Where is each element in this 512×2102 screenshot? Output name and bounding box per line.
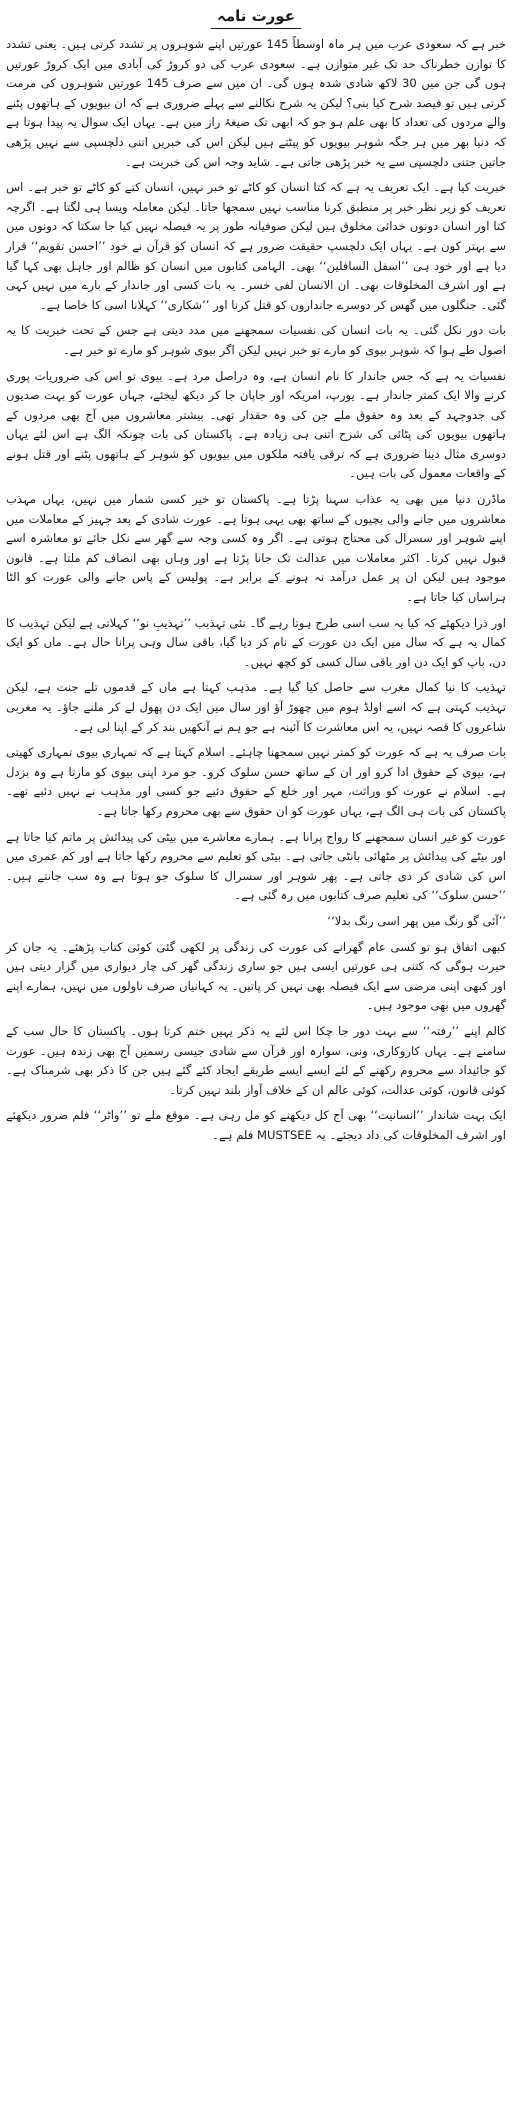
paragraph: کبھی اتفاق ہو تو کسی عام گھرانے کی عورت کی زندگی پر لکھی گئی کوئی کتاب پڑھئے۔ یہ جان کر حیرت ہوگی کہ کتنی ہی عورتیں ایسی ہیں جو ساری زندگی گھر کی چار دیواری میں گزار دیتی ہیں اور کبھی اپنی مرضی سے ایک فیصلہ بھی نہیں کر پاتیں۔ یہ کہانیاں صرف ناولوں میں نہیں، ہمارے اپنے گھروں میں بھی موجود ہیں۔ — [6, 939, 506, 1013]
article-body — [6, 35, 506, 1145]
paragraph: کالم اپنے ’’رفتہ‘‘ سے بہت دور جا چکا اس لئے یہ ذکر یہیں ختم کرتا ہوں۔ پاکستان کا حال سب کے سامنے ہے۔ یہاں کاروکاری، ونی، سوارہ اور قرآن سے شادی جیسی رسمیں آج بھی زندہ ہیں۔ عورت کو جائیداد سے محروم رکھنے کے لئے ایسے ایسے طریقے ایجاد کئے گئے ہیں جن کا ذکر بھی شرمناک ہے۔ کوئی قانون، کوئی عدالت، کوئی عالم ان کے خلاف آواز بلند نہیں کرتا۔ — [6, 1023, 506, 1097]
paragraph: بات صرف یہ ہے کہ عورت کو کمتر نہیں سمجھنا چاہئے۔ اسلام کہتا ہے کہ تمہاری بیوی تمہاری کھیتی ہے، بیوی کے حقوق ادا کرو اور ان کے ساتھ حسن سلوک کرو۔ جو مرد اپنی بیوی کو مارتا ہے وہ بزدل ہے۔ اسلام نے عورت کو وراثت، مہر اور خلع کے حقوق دئیے جو کسی اور مذہب نے نہیں دئیے تھے۔ پاکستان کی بات ہی الگ ہے، یہاں عورت کو ان حقوق سے بھی محروم رکھا جاتا ہے۔ — [6, 745, 506, 818]
paragraph: خبریت کیا ہے۔ ایک تعریف یہ ہے کہ کتا انسان کو کاٹے تو خبر نہیں، انسان کتے کو کاٹے تو خبر ہے۔ اس تعریف کو زیر نظر خبر پر منطبق کرنا مناسب نہیں سمجھا جاتا۔ لیکن معاملہ ویسا ہی لگتا ہے۔ اگرچہ کتا اور انسان دونوں خدائی مخلوق ہیں لیکن صوفیانہ طور پر یہ فیصلہ نہیں کیا جا سکتا کہ دونوں میں سے بہتر کون ہے۔ یہاں ایک دلچسپ حقیقت ضرور ہے کہ انسان کو قرآن نے خود ’’احسن تقویم‘‘ قرار دیا ہے اور خود ہی ’’اسفل السافلین‘‘ بھی۔ الہامی کتابوں میں انسان کو ظالم اور جاہل بھی کہا گیا ہے اور اشرف المخلوقات بھی۔ ان الانسان لفی خسر۔ یہ بات کسی اور جاندار کے بارے میں نہیں کہی گئی۔ جنگلوں میں گھس کر دوسرے جانداروں کو قتل کرنا اور ’’شکاری‘‘ کہلانا اسی کا خاصا ہے۔ — [6, 180, 506, 312]
paragraph: بات دور نکل گئی۔ یہ بات انسان کی نفسیات سمجھنے میں مدد دیتی ہے جس کے تحت خبریت کا یہ اصول طے ہوا کہ شوہر بیوی کو مارے تو خبر نہیں لیکن اگر بیوی شوہر کو مارے تو خبر ہے۔ — [6, 323, 506, 357]
paragraph: ماڈرن دنیا میں بھی یہ عذاب سہنا پڑتا ہے۔ پاکستان تو خیر کسی شمار میں نہیں، یہاں مہذب معاشروں میں جانے والی بچیوں کے ساتھ بھی یہی ہوتا ہے۔ عورت شادی کے بعد جہیز کے معاملات میں اپنے شوہر اور سسرال کی محتاج ہوتی ہے۔ اگر وہ کسی وجہ سے گھر سے نکل جائے تو معاشرہ اسے قبول نہیں کرتا۔ اکثر معاملات میں عدالت تک جانا پڑتا ہے اور وہاں بھی انصاف کم ملتا ہے۔ قانون موجود ہیں لیکن ان پر عمل درآمد نہ ہونے کے برابر ہے۔ پولیس کے پاس جانے والی عورت کو الٹا ہراساں کیا جاتا ہے۔ — [6, 492, 506, 605]
article-title-text: عورت نامہ — [211, 6, 301, 29]
quote-line: ’’آئی گو رنگ میں پھر اسی رنگ بدلا‘‘ — [327, 913, 506, 928]
article-title — [6, 6, 506, 29]
paragraph: ایک بہت شاندار ’’انسانیت‘‘ بھی آج کل دیکھنے کو مل رہی ہے۔ موقع ملے تو ’’واٹر‘‘ فلم ضرور دیکھئے اور اشرف المخلوقات کی داد دیجئے۔ یہ MUSTSEE فلم ہے۔ — [6, 1108, 506, 1142]
paragraph: عورت کو غیر انسان سمجھنے کا رواج پرانا ہے۔ ہمارے معاشرے میں بیٹی کی پیدائش پر ماتم کیا جاتا ہے اور بیٹے کی پیدائش پر مٹھائی بانٹی جاتی ہے۔ بیٹی کو تعلیم سے محروم رکھا جاتا ہے اور کم عمری میں اس کی شادی کر دی جاتی ہے۔ پھر شوہر اور سسرال کا سلوک جو ہوتا ہے وہ سب جانتے ہیں۔ ’’حسن سلوک‘‘ کی تعلیم صرف کتابوں میں رہ گئی ہے۔ — [6, 829, 506, 903]
paragraph: اور ذرا دیکھئے کہ کیا یہ سب اسی طرح ہوتا رہے گا۔ نئی تہذیب ’’تہذیبِ نو‘‘ کہلاتی ہے لیکن تہذیب کا کمال یہ ہے کہ سال میں ایک دن عورت کے نام کر دیا گیا، باقی سال وہی پرانا حال ہے۔ ماں کو ایک دن، باپ کو ایک دن اور باقی سال کسی کو کچھ نہیں۔ — [6, 615, 506, 669]
paragraph: خبر ہے کہ سعودی عرب میں ہر ماہ اوسطاً 145 عورتیں اپنے شوہروں پر تشدد کرتی ہیں۔ یعنی تشدد کا توازن خطرناک حد تک غیر متوازن ہے۔ سعودی عرب کی دو کروڑ کی آبادی میں ایک کروڑ عورتیں ہوں گی جن میں 30 لاکھ شادی شدہ ہوں گی۔ ان میں سے صرف 145 عورتیں شوہروں کی مرمت کرتی ہیں تو فیصد شرح کیا بنی؟ لیکن یہ شرح نکالنے سے پہلے ضروری ہے کہ ان بیویوں کے ہاتھوں پٹنے والے مردوں کی تعداد کا بھی علم ہو جو کہ ابھی تک صیغۂ راز میں ہے۔ یہاں ایک سوال یہ پیدا ہوتا ہے کہ دنیا بھر میں ہر جگہ شوہر بیویوں کو پیٹتے ہیں لیکن اس کی خبریں اتنی دلچسپی سے نہیں پڑھی جاتیں جتنی دلچسپی سے یہ خبر پڑھی جاتی ہے۔ شاید وجہ اس کی خبریت ہے۔ — [6, 37, 506, 169]
paragraph: تہذیب کا نیا کمال مغرب سے حاصل کیا گیا ہے۔ مذہب کہتا ہے ماں کے قدموں تلے جنت ہے، لیکن تہذیب کہتی ہے کہ اسے اولڈ ہوم میں چھوڑ آؤ اور سال میں ایک دن پھول لے کر ملنے جاؤ۔ یہ مغربی شاعروں کا قصہ نہیں، یہ اس معاشرت کا آئینہ ہے جو ہم نے آنکھیں بند کر کے اپنا لی ہے۔ — [6, 680, 506, 734]
paragraph: نفسیات یہ ہے کہ جس جاندار کا نام انسان ہے، وہ دراصل مرد ہے۔ بیوی تو اس کی ضروریات پوری کرنے والا ایک کمتر جاندار ہے۔ یورپ، امریکہ اور جاپان جا کر دیکھ لیجئے، جہاں عورت کو بہت صدیوں کی جدوجہد کے بعد وہ حقوق ملے جن کی وہ حقدار تھی۔ بیشتر معاشروں میں آج بھی مردوں کے ہاتھوں بیویوں کی پٹائی کی شرح اتنی ہی زیادہ ہے۔ پاکستان کی بات چونکہ الگ ہے اس لئے یہاں دوسری مثال دینا ضروری ہے کہ ترقی یافتہ ملکوں میں بیویوں کو شوہر کے ہاتھوں پٹنے اور قتل ہونے کے واقعات معمول کی بات ہیں۔ — [6, 368, 506, 481]
